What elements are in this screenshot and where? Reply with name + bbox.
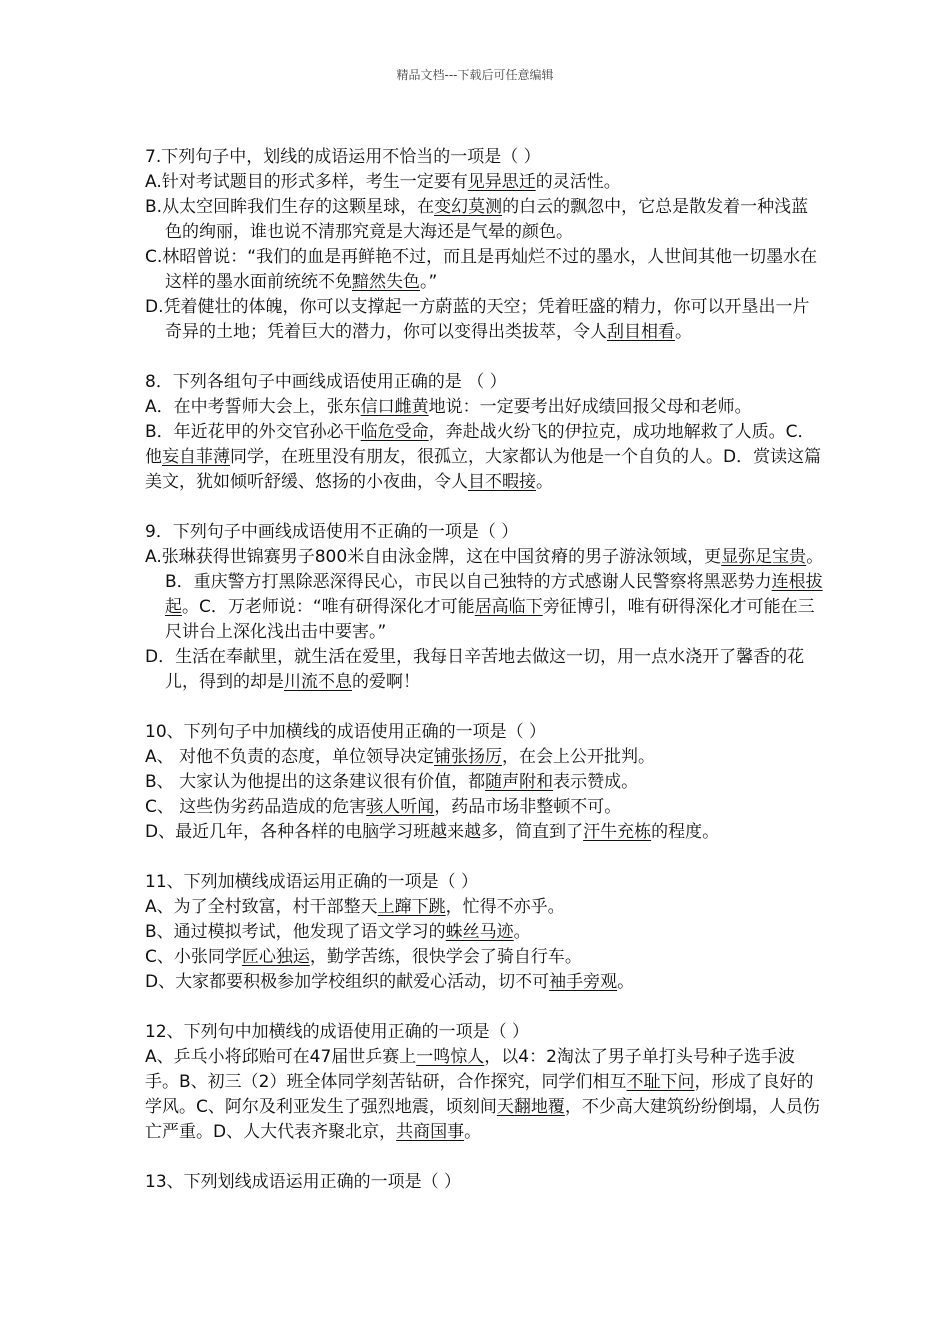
option-text: D．生活在奉献里，就生活在爱里，我每日辛苦地去做这一切，用一点水浇开了馨香的花儿，得到的却是: [145, 647, 805, 692]
option-text: ，在会上公开批判。: [502, 747, 656, 767]
option-text: B．年近花甲的外交官孙必干: [145, 422, 361, 442]
option-text: 。: [464, 1122, 482, 1142]
option-text: D、最近几年，各种各样的电脑学习班越来越多，简直到了: [145, 822, 584, 842]
underlined-idiom: 见异思迁: [467, 172, 536, 192]
answer-option: [145, 970, 825, 995]
question-stem: 11、下列加横线成语运用正确的一项是（ ）: [145, 872, 479, 892]
option-text: 。: [617, 972, 635, 992]
question-item: [145, 520, 825, 695]
underlined-idiom: 不耻下问: [626, 1072, 695, 1092]
answer-option: [145, 545, 825, 645]
underlined-idiom: 天翻地覆: [496, 1097, 565, 1117]
option-text: 表示赞成。: [553, 772, 639, 792]
option-text: B、 大家认为他提出的这条建议很有价值，都: [145, 772, 486, 792]
underlined-idiom: 妄自菲薄: [162, 447, 230, 467]
option-text: 的灵活性。: [535, 172, 621, 192]
option-text: C.林昭曾说：“我们的血是再鲜艳不过，而且是再灿烂不过的墨水，人世间其他一切墨水在这样的墨水面前统统不免: [145, 247, 818, 292]
option-text: ，忙得不亦乎。: [445, 897, 565, 917]
underlined-idiom: 袖手旁观: [549, 972, 618, 992]
question-list: [145, 145, 825, 1220]
underlined-idiom: 黯然失色: [352, 272, 420, 292]
option-text: A.张琳获得世锦赛男子800米自由泳金牌，这在中国贫瘠的男子游泳领域，更: [145, 547, 722, 567]
question-stem: 7.下列句子中，划线的成语运用不恰当的一项是（ ）: [145, 147, 541, 167]
option-text: B.从太空回眸我们生存的这颗星球，在: [145, 197, 435, 217]
underlined-idiom: 居高临下: [474, 597, 543, 617]
answer-option: [145, 945, 825, 970]
question-item: [145, 1020, 825, 1145]
option-text: 。: [536, 472, 553, 492]
underlined-idiom: 随声附和: [485, 772, 554, 792]
question-stem: 8．下列各组句子中画线成语使用正确的是 （ ）: [145, 372, 507, 392]
option-text: 的爱啊！: [352, 672, 420, 692]
option-text: C、 这些伪劣药品造成的危害: [145, 797, 367, 817]
option-text: 。: [675, 322, 692, 342]
option-text: A、乒乓小将邱贻可在47届世乒赛上: [145, 1047, 417, 1067]
underlined-idiom: 川流不息: [284, 672, 352, 692]
underlined-idiom: 蛛丝马迹: [445, 922, 514, 942]
underlined-idiom: 铺张扬厉: [434, 747, 503, 767]
underlined-idiom: 刮目相看: [607, 322, 675, 342]
underlined-idiom: 目不暇接: [468, 472, 536, 492]
underlined-idiom: 变幻莫测: [434, 197, 503, 217]
option-text: D.凭着健壮的体魄，你可以支撑起一方蔚蓝的天空；凭着旺盛的精力，你可以开垦出一片奇异的土地；凭着巨大的潜力，你可以变得出类拔萃，令人: [145, 297, 810, 342]
answer-option: [145, 920, 825, 945]
option-text: D、大家都要积极参加学校组织的献爱心活动，切不可: [145, 972, 550, 992]
option-text: ，不少高大建筑纷纷倒塌，人员伤亡严重。D、人大代表齐聚北京，: [145, 1097, 820, 1142]
underlined-idiom: 骇人听闻: [366, 797, 435, 817]
underlined-idiom: 一鸣惊人: [416, 1047, 485, 1067]
option-text: ，奔赴战火纷飞的伊拉克，成功地解救了人质。C．他: [145, 422, 815, 467]
underlined-idiom: 信口雌黄: [360, 397, 429, 417]
question-item: [145, 1170, 825, 1195]
underlined-idiom: 汗牛充栋: [583, 822, 652, 842]
underlined-idiom: 连根拔起: [165, 572, 823, 617]
option-text: ，药品市场非整顿不可。: [434, 797, 622, 817]
option-text: 旁征博引，唯有研得深化才可能在三尺讲台上深化浅出击中要害。”: [165, 597, 815, 642]
question-stem: 12、下列句中加横线的成语使用正确的一项是（ ）: [145, 1022, 530, 1042]
answer-option: [145, 645, 825, 695]
question-stem: 10、下列句子中加横线的成语使用正确的一项是（ ）: [145, 722, 547, 742]
answer-option: [145, 245, 825, 295]
option-text: A、 对他不负责的态度，单位领导决定: [145, 747, 435, 767]
answer-option: [145, 795, 825, 820]
option-text: 的程度。: [651, 822, 720, 842]
underlined-idiom: 共商国事: [396, 1122, 465, 1142]
option-text: 。: [513, 922, 531, 942]
option-text: A、为了全村致富，村干部整天: [145, 897, 378, 917]
option-text: B、通过模拟考试，他发现了语文学习的: [145, 922, 446, 942]
answer-option: [145, 820, 825, 845]
answer-option: [145, 745, 825, 770]
option-text: A.针对考试题目的形式多样，考生一定要有: [145, 172, 468, 192]
answer-option: [145, 1045, 825, 1145]
answer-option: [145, 395, 825, 420]
question-stem: 13、下列划线成语运用正确的一项是（ ）: [145, 1172, 462, 1192]
option-text: C、小张同学: [145, 947, 242, 967]
option-text: 同学，在班里没有朋友，很孤立，大家都认为他是一个自负的人。D．赏读这篇美文，犹如倾听舒缓、悠扬的小夜曲，令人: [145, 447, 822, 492]
option-text: ，勤学苦练，很快学会了骑自行车。: [309, 947, 582, 967]
answer-option: [145, 420, 825, 495]
option-text: 。”: [420, 272, 438, 292]
option-text: 的白云的飘忽中，它总是散发着一种浅蓝色的绚丽，谁也说不清那究竟是大海还是气晕的颜色。: [165, 197, 809, 242]
option-text: A．在中考誓师大会上，张东: [145, 397, 361, 417]
option-text: 。B．重庆警方打黑除恶深得民心，市民以自己独特的方式感谢人民警察将黑恶势力: [165, 547, 824, 592]
answer-option: [145, 195, 825, 245]
underlined-idiom: 显弥足宝贵: [721, 547, 807, 567]
option-text: ，形成了良好的学风。C、阿尔及利亚发生了强烈地震，顷刻间: [145, 1072, 814, 1117]
option-text: ，以4：2淘汰了男子单打头号种子选手波手。B、初三（2）班全体同学刻苦钻研，合作探究，同学们相互: [145, 1047, 795, 1092]
question-item: [145, 145, 825, 345]
option-text: 。C．万老师说：“唯有研得深化才可能: [182, 597, 475, 617]
underlined-idiom: 上蹿下跳: [377, 897, 446, 917]
answer-option: [145, 295, 825, 345]
underlined-idiom: 临危受命: [360, 422, 429, 442]
answer-option: [145, 895, 825, 920]
answer-option: [145, 770, 825, 795]
question-item: [145, 720, 825, 845]
option-text: 地说：一定要考出好成绩回报父母和老师。: [428, 397, 752, 417]
underlined-idiom: 匠心独运: [241, 947, 310, 967]
question-item: [145, 870, 825, 995]
answer-option: [145, 170, 825, 195]
question-stem: 9．下列句子中画线成语使用不正确的一项是（ ）: [145, 522, 519, 542]
question-item: [145, 370, 825, 495]
page-header: 精品文档---下载后可任意编辑: [396, 68, 554, 82]
